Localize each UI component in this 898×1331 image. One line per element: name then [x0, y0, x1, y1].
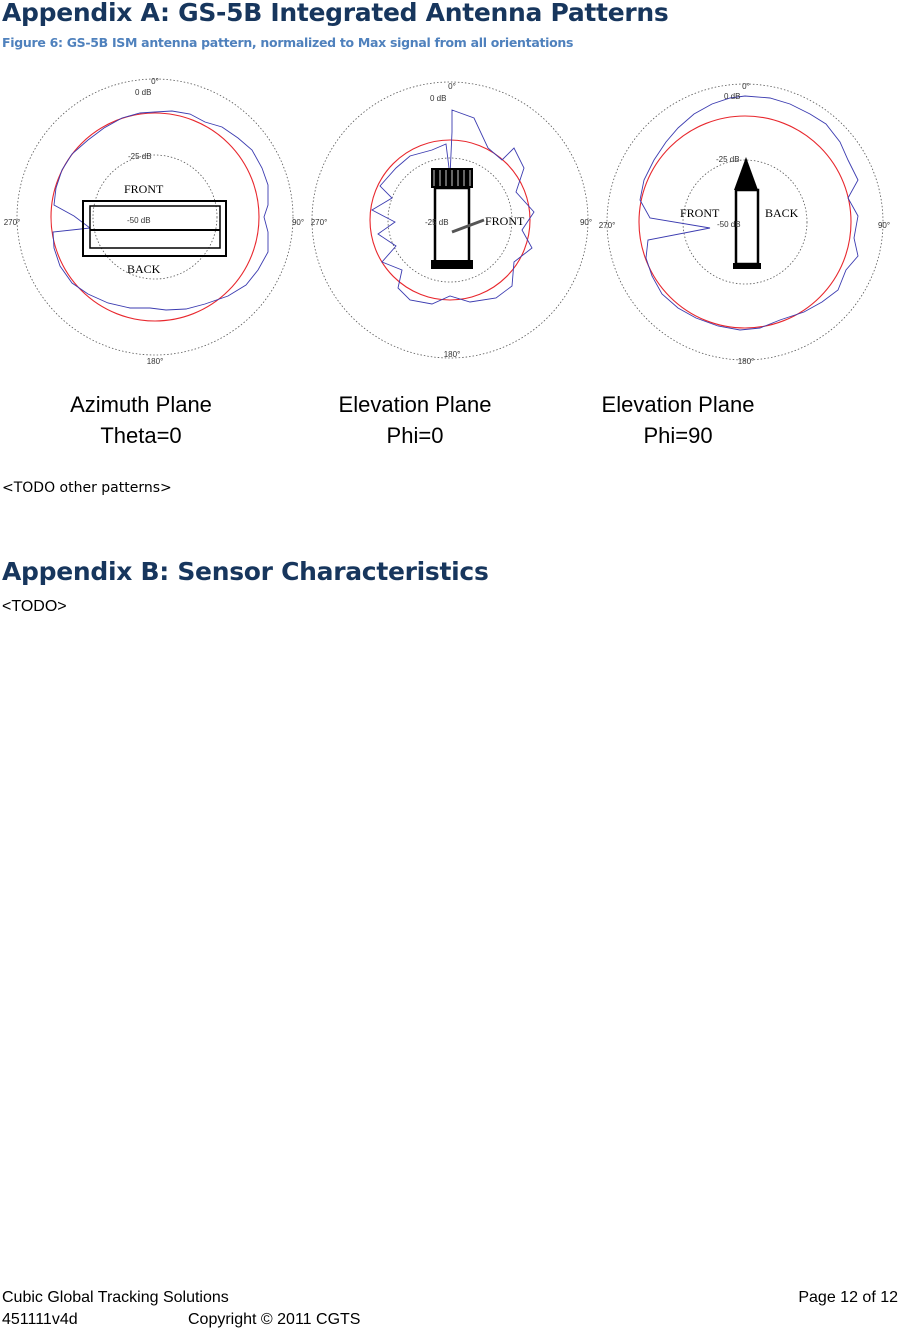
ring-label-25db: -25 dB [425, 218, 449, 227]
elevation-phi90-polar-plot [599, 82, 890, 366]
radiation-pattern-trace [53, 111, 268, 310]
antenna-body [90, 206, 220, 248]
angle-label-top: 0° [448, 82, 456, 91]
inner-grid-ring [93, 155, 217, 279]
plot-subtitle: Theta=0 [100, 423, 182, 448]
back-tag: BACK [765, 206, 799, 220]
angle-label-left: 270° [598, 221, 616, 230]
azimuth-polar-plot [4, 77, 304, 366]
angle-label-left: 270° [310, 218, 328, 227]
angle-label-left: 270° [3, 218, 21, 227]
plot-title: Azimuth Plane [70, 392, 212, 417]
appendix-b-heading: Appendix B: Sensor Characteristics [2, 557, 489, 586]
azimuth-plot-label [11, 389, 271, 451]
ring-label-0db: 0 dB [135, 88, 152, 97]
ring-label-50db: -50 dB [127, 216, 151, 225]
appendix-a-heading: Appendix A: GS-5B Integrated Antenna Patterns [2, 0, 669, 27]
angle-label-top: 0° [151, 77, 159, 86]
ring-label-25db: -25 dB [716, 155, 740, 164]
angle-label-right: 90° [877, 221, 891, 230]
elevation-phi0-polar-plot [311, 82, 592, 359]
angle-label-right: 90° [291, 218, 305, 227]
plot-title: Elevation Plane [601, 392, 755, 417]
ring-label-50db: -50 dB [717, 220, 741, 229]
ring-label-0db: 0 dB [724, 92, 741, 101]
plot-subtitle: Phi=90 [643, 423, 713, 448]
antenna-base [431, 260, 473, 269]
front-tag: FRONT [680, 206, 720, 220]
angle-label-bottom: 180° [146, 357, 164, 366]
elevation-phi0-plot-label [285, 389, 545, 451]
footer-page-number: Page 12 of 12 [798, 1289, 898, 1306]
footer-copyright: Copyright © 2011 CGTS [188, 1311, 361, 1328]
antenna-base [733, 263, 761, 269]
plot-subtitle: Phi=0 [386, 423, 444, 448]
angle-label-right: 90° [579, 218, 593, 227]
angle-label-bottom: 180° [737, 357, 755, 366]
front-tag: FRONT [485, 214, 525, 228]
back-tag: BACK [127, 262, 161, 276]
outer-grid-ring [17, 79, 293, 355]
plot-title: Elevation Plane [338, 392, 492, 417]
antenna-pattern-figure [0, 70, 898, 370]
todo-sensor: <TODO> [2, 598, 67, 615]
ring-label-25db: -25 dB [128, 152, 152, 161]
angle-label-top: 0° [742, 82, 750, 91]
front-tag: FRONT [124, 182, 164, 196]
angle-label-bottom: 180° [443, 350, 461, 359]
ring-label-0db: 0 dB [430, 94, 447, 103]
elevation-phi90-plot-label [548, 389, 808, 451]
todo-other-patterns: <TODO other patterns> [2, 480, 172, 496]
footer-company: Cubic Global Tracking Solutions [2, 1289, 229, 1306]
figure-caption: Figure 6: GS-5B ISM antenna pattern, normalized to Max signal from all orientations [2, 35, 574, 50]
footer-document-id: 451111v4d [2, 1311, 78, 1328]
